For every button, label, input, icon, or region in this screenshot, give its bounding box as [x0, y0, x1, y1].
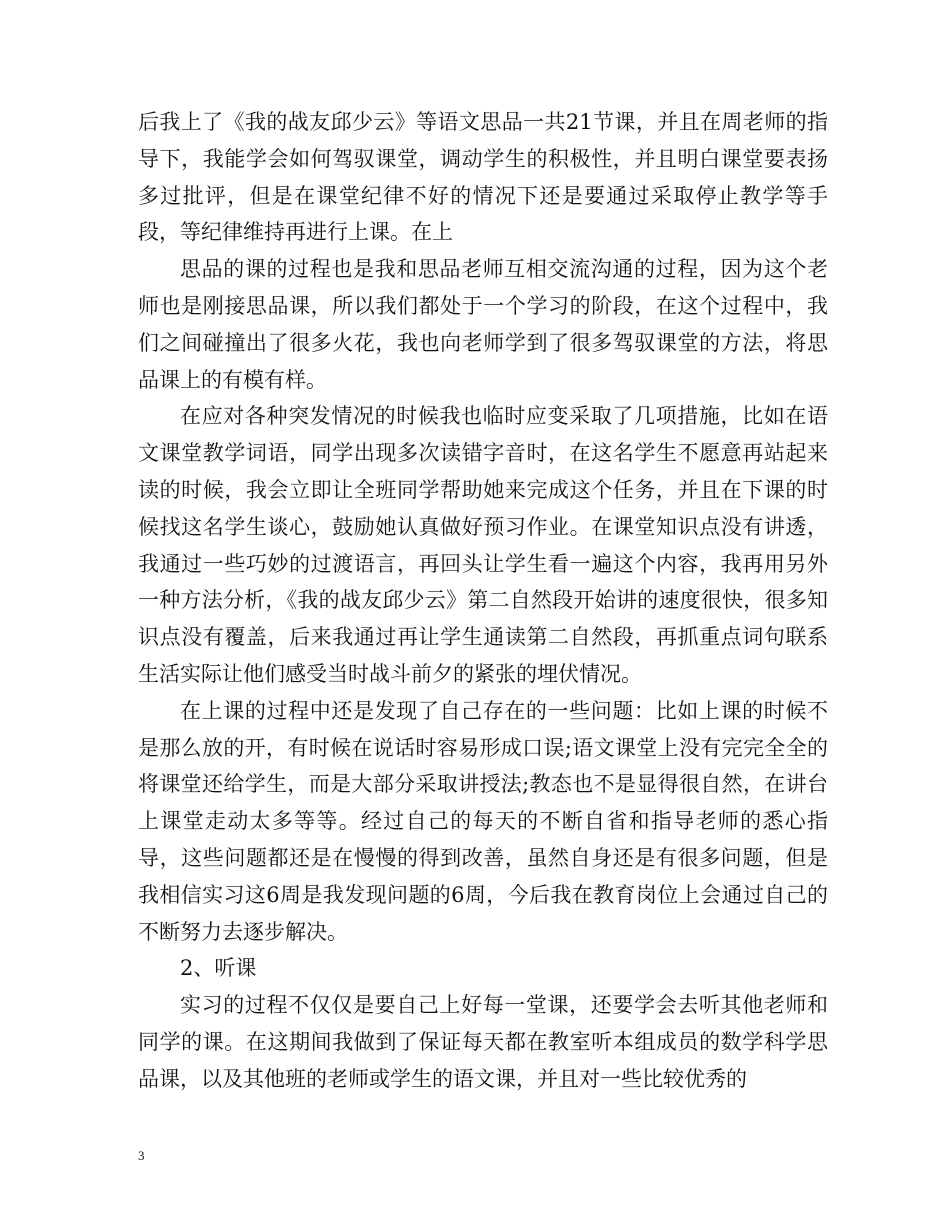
page-number: 3: [138, 1148, 145, 1163]
paragraph-3: 在应对各种突发情况的时候我也临时应变采取了几项措施，比如在语文课堂教学词语，同学出现多次读错字音时，在这名学生不愿意再站起来读的时候，我会立即让全班同学帮助她来完成这个任务，并且在下课的时候找这名学生谈心，鼓励她认真做好预习作业。在课堂知识点没有讲透，我通过一些巧妙的过渡语言，再回头让学生看一遍这个内容，我再用另外一种方法分析，《我的战友邱少云》第二自然段开始讲的速度很快，很多知识点没有覆盖，后来我通过再让学生通读第二自然段，再抓重点词句联系生活实际让他们感受当时战斗前夕的紧张的埋伏情况。: [138, 404, 828, 686]
paragraph-5: 实习的过程不仅仅是要自己上好每一堂课，还要学会去听其他老师和同学的课。在这期间我做到了保证每天都在教室听本组成员的数学科学思品课，以及其他班的老师或学生的语文课，并且对一些比较优秀的: [138, 993, 828, 1091]
paragraph-4: 在上课的过程中还是发现了自己存在的一些问题：比如上课的时候不是那么放的开，有时候在说话时容易形成口误;语文课堂上没有完完全全的将课堂还给学生，而是大部分采取讲授法;教态也不是显得很自然，在讲台上课堂走动太多等等。经过自己的每天的不断自省和指导老师的悉心指导，这些问题都还是在慢慢的得到改善，虽然自身还是有很多问题，但是我相信实习这6周是我发现问题的6周，今后我在教育岗位上会通过自己的不断努力去逐步解决。: [138, 698, 828, 944]
paragraph-2: 思品的课的过程也是我和思品老师互相交流沟通的过程，因为这个老师也是刚接思品课，所以我们都处于一个学习的阶段，在这个过程中，我们之间碰撞出了很多火花，我也向老师学到了很多驾驭课堂的方法，将思品课上的有模有样。: [138, 257, 828, 392]
section-heading-listening: 2、听课: [180, 956, 257, 981]
document-body: [138, 104, 828, 1098]
paragraph-1: 后我上了《我的战友邱少云》等语文思品一共21节课，并且在周老师的指导下，我能学会如何驾驭课堂，调动学生的积极性，并且明白课堂要表扬多过批评，但是在课堂纪律不好的情况下还是要通过采取停止教学等手段，等纪律维持再进行上课。在上: [138, 110, 828, 245]
